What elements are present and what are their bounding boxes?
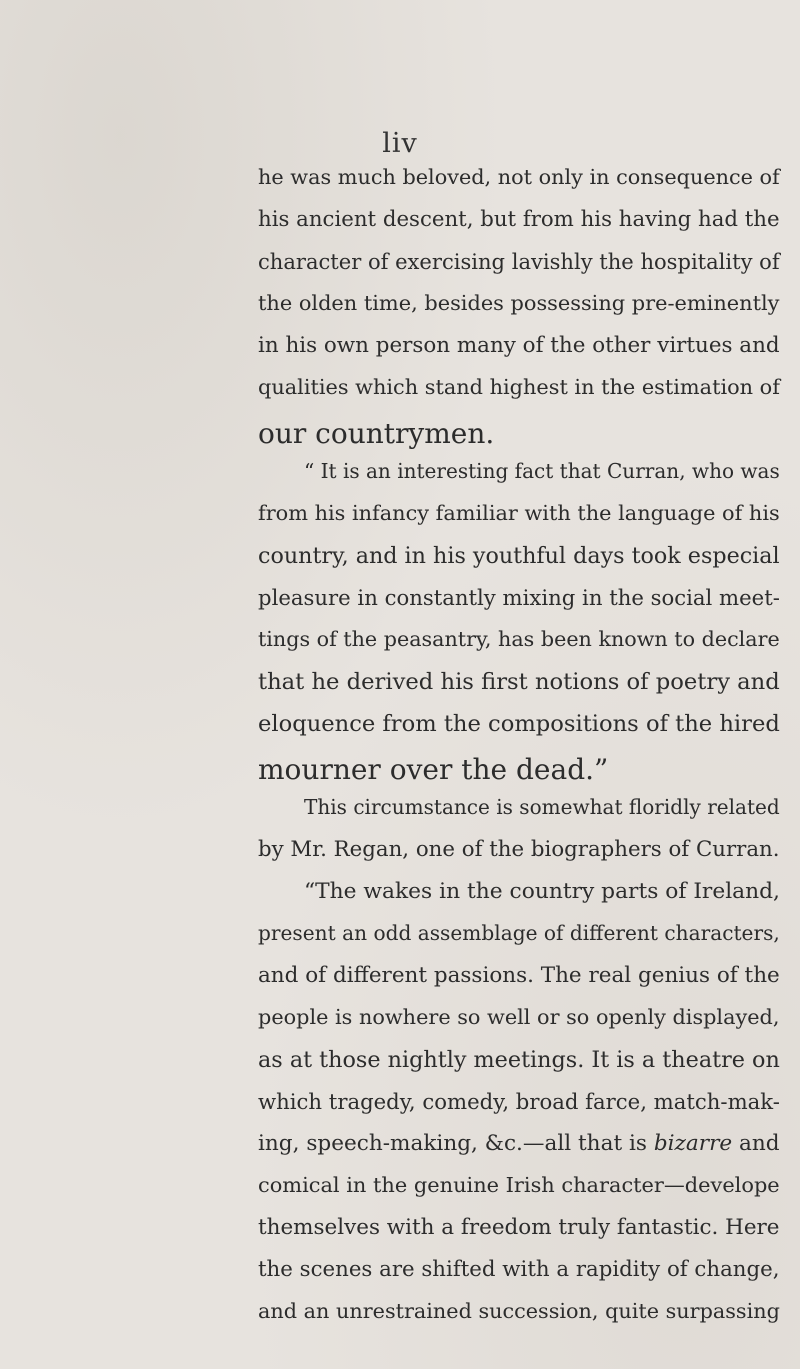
text-line-content: country, and in his youthful days took especial (258, 543, 780, 569)
text-line-content: ing, speech-making, &c.—all that is (258, 1131, 654, 1156)
text-line-content: mourner over the dead.” (258, 753, 609, 786)
text-line (258, 165, 780, 213)
text-line (258, 1005, 779, 1053)
text-line (258, 1173, 780, 1221)
text-line-content: and of different passions. The real genius of the (258, 963, 780, 988)
text-line-content: and (732, 1131, 780, 1156)
text-line-content: his ancient descent, but from his having had the (258, 207, 780, 232)
text-line-content: comical in the genuine Irish character—develope (258, 1173, 780, 1197)
text-line-content: which tragedy, comedy, broad farce, match-mak- (258, 1089, 780, 1114)
text-line (258, 1089, 780, 1137)
text-line-content: character of exercising lavishly the hospitality of (258, 249, 780, 274)
text-line (304, 459, 780, 507)
text-line-content: people is nowhere so well or so openly displayed, (258, 1005, 780, 1029)
text-line-content: he was much beloved, not only in consequence of (258, 165, 780, 189)
text-line (258, 585, 780, 633)
text-line-content: the olden time, besides possessing pre-eminently (258, 291, 780, 315)
text-line (258, 1047, 780, 1095)
text-line (258, 711, 780, 759)
text-line (258, 1215, 780, 1263)
page-number: liv (382, 128, 418, 159)
text-line-content: our countrymen. (258, 417, 495, 450)
text-line (258, 375, 780, 423)
text-line-content: themselves with a freedom truly fantastic. Here (258, 1215, 780, 1240)
text-line-content: This circumstance is somewhat floridly related (304, 795, 780, 819)
text-line-content: and an unrestrained succession, quite surpassing (258, 1299, 780, 1323)
text-line (258, 963, 780, 1011)
text-line (258, 291, 779, 339)
italic-word: bizarre (653, 1131, 733, 1156)
text-line (258, 1131, 780, 1179)
text-line (258, 753, 608, 801)
text-line-content: from his infancy familiar with the language of his (258, 501, 780, 525)
text-line-content: pleasure in constantly mixing in the social meet- (258, 585, 780, 610)
text-line-content: “The wakes in the country parts of Ireland, (304, 879, 780, 904)
text-line (258, 333, 780, 381)
text-line (258, 1299, 780, 1347)
text-line-content: tings of the peasantry, has been known to declare (258, 627, 780, 651)
text-line (258, 837, 780, 885)
text-line-content: that he derived his first notions of poetry and (258, 669, 780, 695)
text-line (258, 501, 780, 549)
text-line (258, 921, 780, 969)
text-line-content: present an odd assemblage of different characters, (258, 921, 780, 945)
text-line (304, 879, 780, 927)
text-line-content: the scenes are shifted with a rapidity of change, (258, 1257, 780, 1282)
text-line-content: qualities which stand highest in the estimation of (258, 375, 780, 399)
text-line-content: as at those nightly meetings. It is a theatre on (258, 1047, 780, 1073)
text-line (258, 543, 780, 591)
text-line (258, 627, 780, 675)
text-line-content: eloquence from the compositions of the hired (258, 711, 780, 737)
text-line (258, 207, 780, 255)
text-line (258, 417, 494, 465)
text-line-content: “ It is an interesting fact that Curran, who was (304, 459, 780, 483)
text-line (258, 1257, 780, 1305)
text-line-content: in his own person many of the other virtues and (258, 333, 780, 358)
text-line-content: by Mr. Regan, one of the biographers of Curran. (258, 837, 780, 862)
text-line (304, 795, 780, 843)
text-line (258, 249, 780, 297)
text-line (258, 669, 780, 717)
